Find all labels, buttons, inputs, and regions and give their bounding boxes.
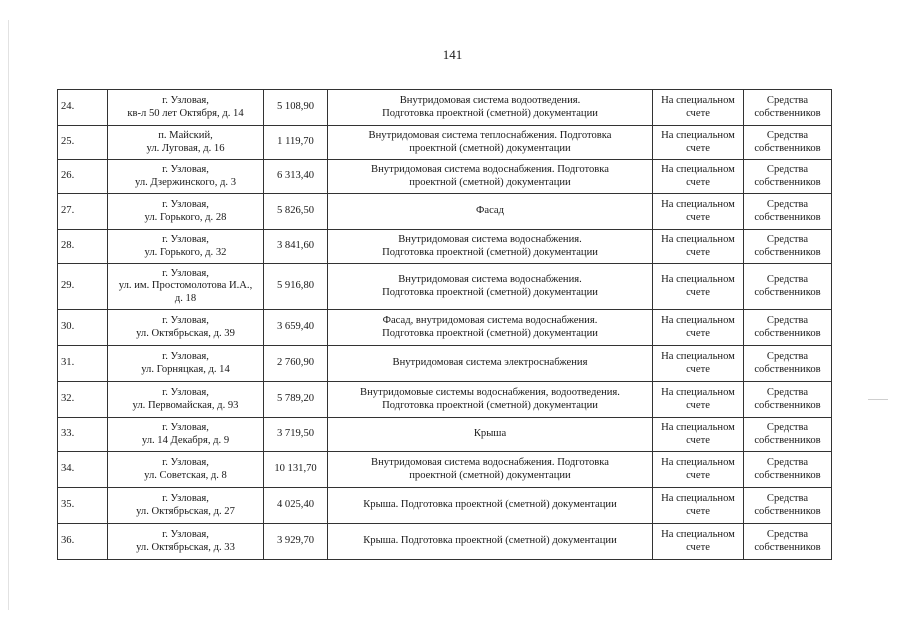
source-cell <box>744 488 832 524</box>
address-cell <box>108 310 264 346</box>
source-line: Средства <box>766 95 809 107</box>
table-row <box>58 310 832 346</box>
account-line: На специальном <box>661 164 735 176</box>
account-cell <box>653 524 744 560</box>
source-line: собственников <box>754 505 821 517</box>
account-line: На специальном <box>661 315 735 327</box>
table-row <box>58 264 832 310</box>
area-cell: 6 313,40 <box>264 160 328 194</box>
area-cell: 5 108,90 <box>264 90 328 126</box>
address-cell <box>108 90 264 126</box>
address-cell <box>108 418 264 452</box>
source-line: Средства <box>766 493 809 505</box>
row-number: 36. <box>58 524 108 560</box>
row-number: 33. <box>58 418 108 452</box>
address-line: г. Узловая, <box>162 199 209 211</box>
source-line: Средства <box>766 164 809 176</box>
work-line: Подготовка проектной (сметной) документации <box>382 399 598 411</box>
work-line: Подготовка проектной (сметной) документации <box>382 107 598 119</box>
source-line: Средства <box>766 234 809 246</box>
source-line: собственников <box>754 363 821 375</box>
address-cell <box>108 160 264 194</box>
source-line: Средства <box>766 457 809 469</box>
address-line: ул. Советская, д. 8 <box>144 469 227 481</box>
address-cell <box>108 264 264 310</box>
account-line: счете <box>686 505 710 517</box>
address-line: г. Узловая, <box>162 164 209 176</box>
account-line: счете <box>686 327 710 339</box>
work-line: Подготовка проектной (сметной) документации <box>382 246 598 258</box>
account-cell <box>653 160 744 194</box>
work-cell <box>328 90 653 126</box>
table-row <box>58 488 832 524</box>
source-line: собственников <box>754 541 821 553</box>
source-cell <box>744 310 832 346</box>
row-number: 34. <box>58 452 108 488</box>
address-cell <box>108 194 264 230</box>
address-cell <box>108 126 264 160</box>
source-line: Средства <box>766 529 809 541</box>
row-number: 32. <box>58 382 108 418</box>
account-line: счете <box>686 469 710 481</box>
address-line: п. Майский, <box>158 130 213 142</box>
scan-mark <box>8 20 9 610</box>
source-cell <box>744 264 832 310</box>
address-line: г. Узловая, <box>162 315 209 327</box>
account-cell <box>653 90 744 126</box>
area-cell: 5 789,20 <box>264 382 328 418</box>
address-line: г. Узловая, <box>162 267 209 279</box>
source-cell <box>744 194 832 230</box>
area-cell: 4 025,40 <box>264 488 328 524</box>
source-cell <box>744 346 832 382</box>
account-line: счете <box>686 399 710 411</box>
address-line: ул. Горького, д. 32 <box>144 246 227 258</box>
source-cell <box>744 452 832 488</box>
account-line: На специальном <box>661 274 735 286</box>
work-cell <box>328 160 653 194</box>
work-line: Внутридомовая система электроснабжения <box>392 357 588 369</box>
address-line: ул. Горняцкая, д. 14 <box>141 363 230 375</box>
row-number: 28. <box>58 230 108 264</box>
source-cell <box>744 524 832 560</box>
address-line: г. Узловая, <box>162 95 209 107</box>
table-row <box>58 160 832 194</box>
table-row <box>58 382 832 418</box>
address-cell <box>108 488 264 524</box>
account-line: счете <box>686 541 710 553</box>
work-cell <box>328 382 653 418</box>
source-line: собственников <box>754 469 821 481</box>
work-line: Подготовка проектной (сметной) документации <box>382 327 598 339</box>
work-cell <box>328 264 653 310</box>
source-line: собственников <box>754 211 821 223</box>
account-line: На специальном <box>661 457 735 469</box>
address-line: ул. Октябрьская, д. 33 <box>136 541 235 553</box>
account-line: счете <box>686 363 710 375</box>
source-line: собственников <box>754 107 821 119</box>
row-number: 30. <box>58 310 108 346</box>
address-line: г. Узловая, <box>162 529 209 541</box>
work-line: Фасад <box>476 205 504 217</box>
area-cell: 3 929,70 <box>264 524 328 560</box>
account-cell <box>653 418 744 452</box>
area-cell: 1 119,70 <box>264 126 328 160</box>
table-row <box>58 230 832 264</box>
table-body <box>58 90 832 560</box>
address-cell <box>108 230 264 264</box>
table-row <box>58 524 832 560</box>
work-line: Внутридомовые системы водоснабжения, водоотведения. <box>360 387 620 399</box>
source-cell <box>744 160 832 194</box>
address-line: ул. Дзержинского, д. 3 <box>134 176 236 188</box>
area-cell: 10 131,70 <box>264 452 328 488</box>
account-cell <box>653 126 744 160</box>
source-cell <box>744 418 832 452</box>
address-line: кв-л 50 лет Октября, д. 14 <box>127 107 244 119</box>
source-line: собственников <box>754 246 821 258</box>
address-cell <box>108 382 264 418</box>
source-cell <box>744 230 832 264</box>
address-line: г. Узловая, <box>162 351 209 363</box>
source-cell <box>744 126 832 160</box>
source-line: собственников <box>754 399 821 411</box>
account-line: счете <box>686 107 710 119</box>
row-number: 26. <box>58 160 108 194</box>
work-line: проектной (сметной) документации <box>409 142 571 154</box>
account-cell <box>653 230 744 264</box>
area-cell: 3 719,50 <box>264 418 328 452</box>
source-line: Средства <box>766 422 809 434</box>
account-line: На специальном <box>661 95 735 107</box>
account-line: счете <box>686 286 710 298</box>
account-cell <box>653 310 744 346</box>
account-line: На специальном <box>661 387 735 399</box>
work-line: Внутридомовая система водоснабжения. Подготовка <box>371 164 609 176</box>
address-line: г. Узловая, <box>162 493 209 505</box>
account-line: На специальном <box>661 199 735 211</box>
area-cell: 2 760,90 <box>264 346 328 382</box>
source-line: собственников <box>754 434 821 446</box>
source-line: собственников <box>754 327 821 339</box>
work-line: Внутридомовая система водоснабжения. Подготовка <box>371 457 609 469</box>
row-number: 35. <box>58 488 108 524</box>
row-number: 27. <box>58 194 108 230</box>
address-line: г. Узловая, <box>162 457 209 469</box>
table-row <box>58 90 832 126</box>
account-cell <box>653 346 744 382</box>
work-cell <box>328 230 653 264</box>
row-number: 29. <box>58 264 108 310</box>
work-line: Внутридомовая система теплоснабжения. Подготовка <box>368 130 612 142</box>
account-line: На специальном <box>661 234 735 246</box>
address-line: г. Узловая, <box>162 387 209 399</box>
table-row <box>58 418 832 452</box>
row-number: 24. <box>58 90 108 126</box>
address-cell <box>108 452 264 488</box>
address-line: ул. Октябрьская, д. 39 <box>136 327 235 339</box>
table-row <box>58 126 832 160</box>
source-line: Средства <box>766 351 809 363</box>
account-line: счете <box>686 176 710 188</box>
work-line: Внутридомовая система водоснабжения. <box>398 274 582 286</box>
work-line: Внутридомовая система водоотведения. <box>399 95 581 107</box>
work-cell <box>328 418 653 452</box>
account-cell <box>653 264 744 310</box>
address-line: г. Узловая, <box>162 234 209 246</box>
account-line: На специальном <box>661 130 735 142</box>
account-line: счете <box>686 246 710 258</box>
work-cell <box>328 194 653 230</box>
account-cell <box>653 194 744 230</box>
work-line: проектной (сметной) документации <box>409 176 571 188</box>
work-cell <box>328 488 653 524</box>
table-row <box>58 194 832 230</box>
work-cell <box>328 524 653 560</box>
scan-mark <box>868 399 888 400</box>
area-cell: 5 826,50 <box>264 194 328 230</box>
work-line: Фасад, внутридомовая система водоснабжения. <box>382 315 598 327</box>
work-line: Внутридомовая система водоснабжения. <box>398 234 582 246</box>
source-line: Средства <box>766 274 809 286</box>
account-line: счете <box>686 211 710 223</box>
address-line: ул. Горького, д. 28 <box>144 211 227 223</box>
row-number: 25. <box>58 126 108 160</box>
account-line: счете <box>686 434 710 446</box>
work-line: Крыша. Подготовка проектной (сметной) документации <box>363 499 617 511</box>
account-line: На специальном <box>661 493 735 505</box>
source-cell <box>744 90 832 126</box>
source-line: собственников <box>754 142 821 154</box>
source-line: собственников <box>754 286 821 298</box>
row-number: 31. <box>58 346 108 382</box>
area-cell: 3 841,60 <box>264 230 328 264</box>
table-row <box>58 452 832 488</box>
work-cell <box>328 452 653 488</box>
table-row <box>58 346 832 382</box>
area-cell: 3 659,40 <box>264 310 328 346</box>
area-cell: 5 916,80 <box>264 264 328 310</box>
address-line: ул. им. Простомолотова И.А., <box>118 280 253 292</box>
source-cell <box>744 382 832 418</box>
work-cell <box>328 126 653 160</box>
address-cell <box>108 346 264 382</box>
account-cell <box>653 488 744 524</box>
account-line: счете <box>686 142 710 154</box>
source-line: Средства <box>766 199 809 211</box>
account-cell <box>653 382 744 418</box>
work-cell <box>328 310 653 346</box>
address-cell <box>108 524 264 560</box>
account-line: На специальном <box>661 529 735 541</box>
work-line: проектной (сметной) документации <box>409 469 571 481</box>
work-line: Крыша <box>473 428 507 440</box>
source-line: Средства <box>766 387 809 399</box>
work-cell <box>328 346 653 382</box>
account-line: На специальном <box>661 422 735 434</box>
source-line: собственников <box>754 176 821 188</box>
account-line: На специальном <box>661 351 735 363</box>
source-line: Средства <box>766 315 809 327</box>
works-table <box>57 89 832 560</box>
address-line: ул. Луговая, д. 16 <box>146 142 225 154</box>
address-line: ул. Октябрьская, д. 27 <box>136 505 235 517</box>
source-line: Средства <box>766 130 809 142</box>
work-line: Подготовка проектной (сметной) документации <box>382 286 598 298</box>
address-line: г. Узловая, <box>162 422 209 434</box>
address-line: ул. 14 Декабря, д. 9 <box>141 434 230 446</box>
account-cell <box>653 452 744 488</box>
address-line: д. 18 <box>174 292 197 304</box>
work-line: Крыша. Подготовка проектной (сметной) документации <box>363 535 617 547</box>
address-line: ул. Первомайская, д. 93 <box>132 399 239 411</box>
page-number: 141 <box>442 47 463 62</box>
